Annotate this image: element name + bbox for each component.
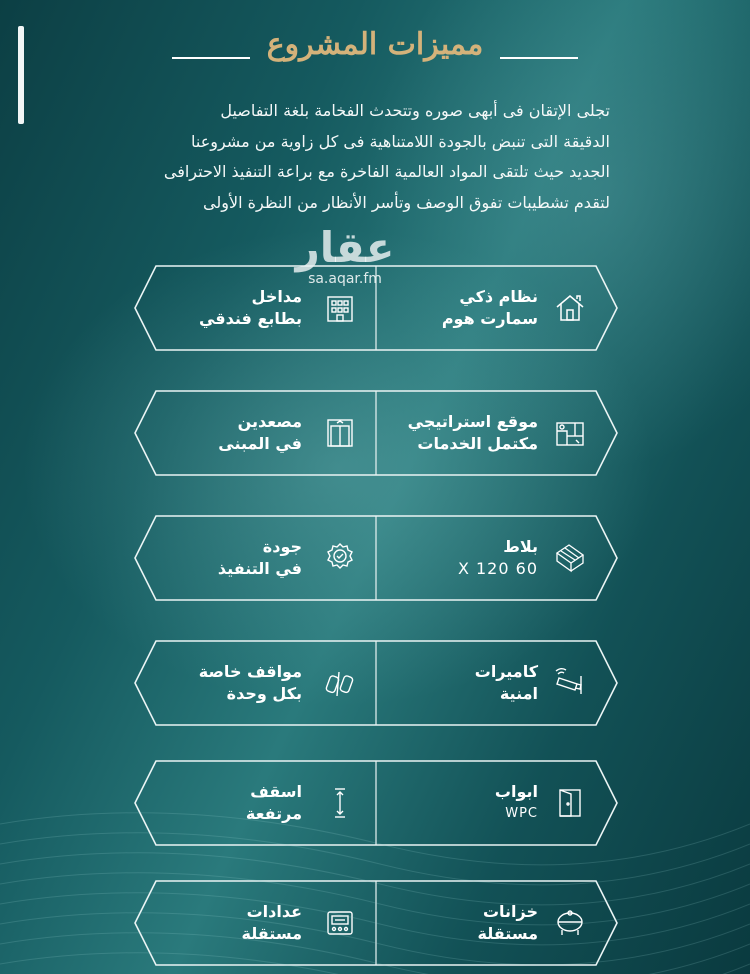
feature-strategic-location [376,390,618,476]
feature-title: موقع استراتيجي [407,412,538,431]
feature-hotel-entrances [134,265,376,351]
feature-title: بلاط [503,537,538,556]
feature-row [134,640,618,726]
feature-subtitle: مكتمل الخدمات [417,434,538,453]
feature-private-parking [134,640,376,726]
feature-subtitle: WPC [505,806,538,821]
feature-subtitle: مستقلة [477,924,538,943]
feature-title: ابواب [494,782,538,801]
feature-water-tanks [376,880,618,966]
title-row [170,22,580,66]
feature-row [134,265,618,351]
feature-row [134,880,618,966]
quality-badge-icon [322,540,358,576]
feature-subtitle: 60 X 120 [457,559,538,578]
tiles-icon [552,540,588,576]
ceiling-height-icon [322,785,358,821]
meter-icon [322,905,358,941]
feature-subtitle: سمارت هوم [441,309,538,328]
elevator-icon [322,415,358,451]
feature-subtitle: في المبنى [218,434,302,453]
feature-row [134,760,618,846]
feature-title: مواقف خاصة [198,662,302,681]
page-title: مميزات المشروع [266,26,484,62]
feature-subtitle: بكل وحدة [226,684,302,703]
intro-paragraph [120,96,610,218]
feature-quality [134,515,376,601]
watermark-logo: عقار [295,223,395,272]
watermark-url: sa.aqar.fm [308,271,382,287]
intro-line: الدقيقة التى تنبض بالجودة اللامتناهية فى كل زاوية من مشروعنا [191,131,610,151]
security-camera-icon [552,665,588,701]
feature-subtitle: امنية [499,684,538,703]
feature-title: مداخل [251,287,302,306]
intro-line: لتقدم تشطيبات تفوق الوصف وتأسر الأنظار من النظرة الأولى [203,192,610,212]
parking-cars-icon [322,665,358,701]
feature-doors [376,760,618,846]
feature-security-cameras [376,640,618,726]
feature-high-ceilings [134,760,376,846]
feature-row [134,515,618,601]
feature-smart-home [376,265,618,351]
water-tank-icon [552,905,588,941]
feature-row [134,390,618,476]
feature-elevators [134,390,376,476]
feature-subtitle: في التنفيذ [217,559,302,578]
feature-title: نظام ذكي [459,287,538,306]
door-icon [552,785,588,821]
map-location-icon [552,415,588,451]
intro-line: تجلى الإتقان فى أبهى صوره وتتحدث الفخامة بلغة التفاصيل [220,101,610,120]
feature-title: عدادات [246,902,302,921]
intro-line: الجديد حيث تلتقى المواد العالمية الفاخرة مع براعة التنفيذ الاحترافى [163,162,610,181]
feature-title: خزانات [482,902,538,921]
feature-subtitle: مستقلة [241,924,302,943]
feature-tiles [376,515,618,601]
feature-meters [134,880,376,966]
feature-title: مصعدين [237,412,302,431]
feature-title: جودة [262,537,302,556]
feature-title: اسقف [250,782,302,801]
feature-title: كاميرات [474,662,538,681]
side-accent-bar [18,26,24,124]
feature-subtitle: مرتفعة [245,804,302,823]
feature-subtitle: بطابع فندقي [198,309,302,328]
smart-home-icon [552,290,588,326]
hotel-building-icon [322,290,358,326]
